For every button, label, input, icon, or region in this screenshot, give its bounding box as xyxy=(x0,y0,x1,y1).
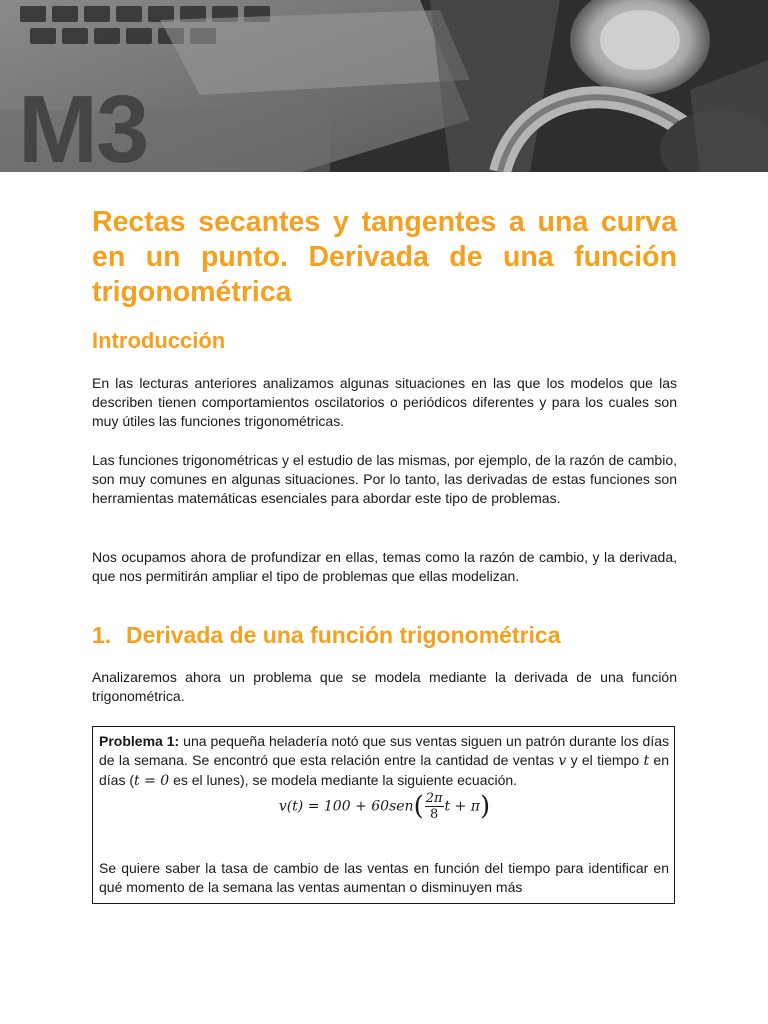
intro-paragraph-3: Nos ocupamos ahora de profundizar en ellas, temas como la razón de cambio, y la derivada, que nos permitirán ampliar el tipo de problemas que ellas modelizan. xyxy=(92,549,677,585)
problem-text: es el lunes), se modela mediante la siguiente ecuación. xyxy=(169,772,518,789)
intro-paragraph-2: Las funciones trigonométricas y el estudio de las mismas, por ejemplo, de la razón de cambio, son muy comunes en algunas situaciones. Por lo tanto, las derivadas de estas funciones son herramientas matemáticas esenciales para abordar este tipo de problemas. xyxy=(92,452,677,507)
header-banner-image xyxy=(0,0,768,172)
problem-box xyxy=(92,726,675,904)
t-equals-zero: t = 0 xyxy=(134,773,170,790)
problem-label: Problema 1: xyxy=(99,733,180,749)
fraction-denominator: 8 xyxy=(429,807,439,822)
variable-t: t xyxy=(643,753,650,770)
problem-text: y el tiempo xyxy=(566,752,644,769)
variable-v: v xyxy=(558,753,567,770)
module-number-watermark: M3 xyxy=(18,76,148,172)
intro-paragraph-1: En las lecturas anteriores analizamos algunas situaciones en las que los modelos que las describen tienen comportamientos oscilatorios o periódicos diferentes y para los cuales son muy útiles las funciones trigonométricas. xyxy=(92,375,677,430)
fraction-numerator: 2π xyxy=(425,791,443,806)
equation-fraction xyxy=(425,791,444,822)
section-number: 1. xyxy=(92,622,112,648)
section-1-heading xyxy=(92,620,561,650)
problem-followup: Se quiere saber la tasa de cambio de las ventas en función del tiempo para identificar en qué momento de la semana las ventas aumentan o disminuyen más xyxy=(99,860,669,896)
problem-text: en días ( xyxy=(99,752,669,789)
problem-statement xyxy=(99,732,669,792)
equation-tail: t + π xyxy=(444,798,481,815)
problem-text: una pequeña heladería notó que sus ventas siguen un patrón durante los días de la semana. Se encontró que esta relación entre la cantidad de ventas xyxy=(99,733,670,769)
page-title: Rectas secantes y tangentes a una curva en un punto. Derivada de una función trigonométrica xyxy=(92,206,677,308)
section-title: Derivada de una función trigonométrica xyxy=(126,622,561,648)
equation-lhs: v(t) = 100 + 60sen xyxy=(278,798,414,815)
sales-equation: v(t) = 100 + 60sen( $\frac{2\pi}{8}$ t + π) xyxy=(278,791,491,822)
section-1-paragraph: Analizaremos ahora un problema que se modela mediante la derivada de una función trigonométrica. xyxy=(92,669,677,705)
introduction-heading: Introducción xyxy=(92,328,226,353)
